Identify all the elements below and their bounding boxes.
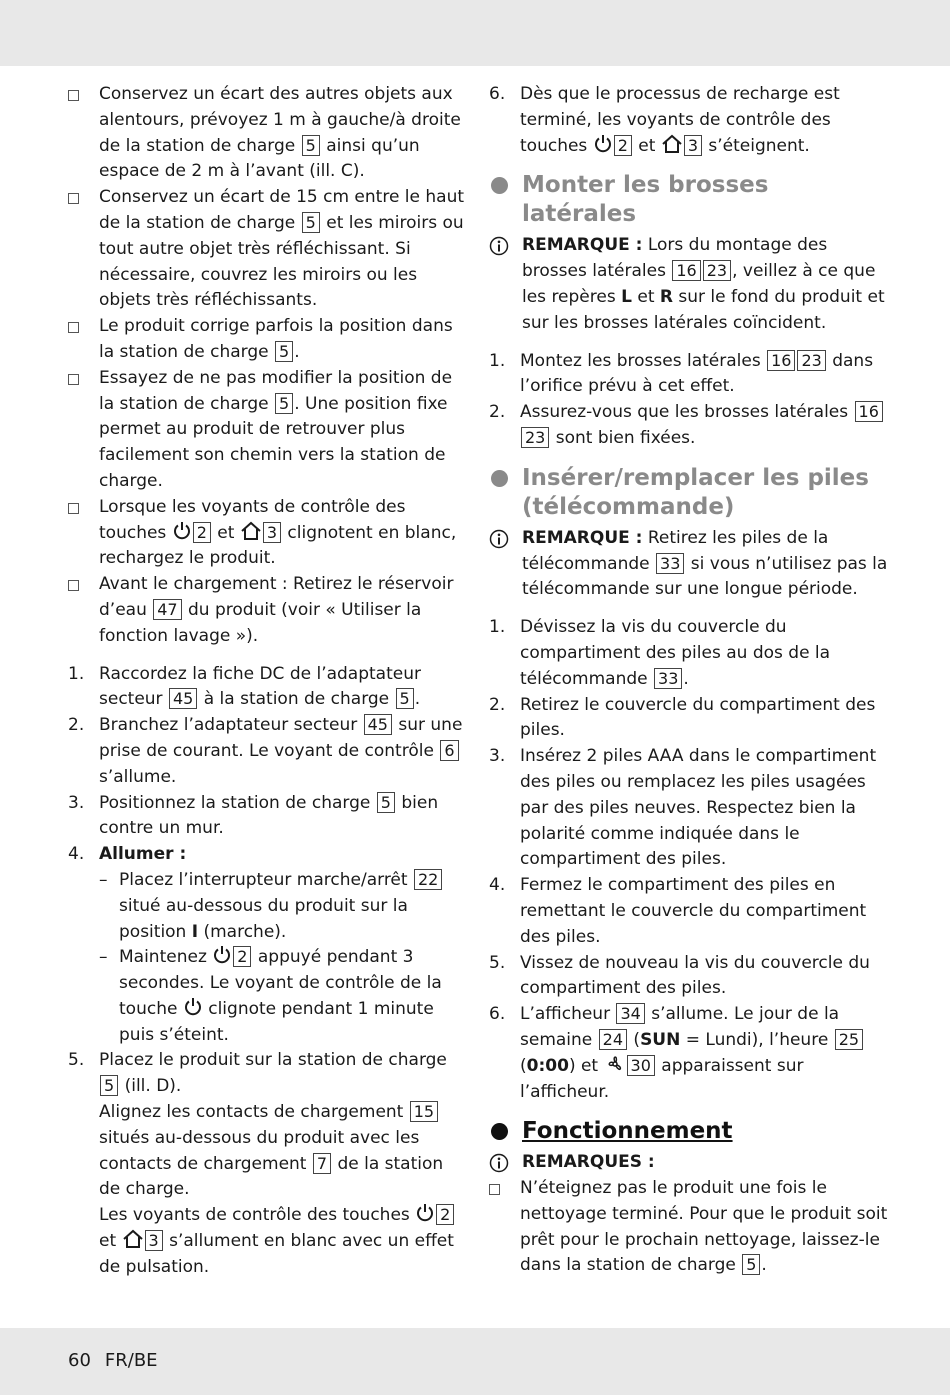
- step-item: 6. Dès que le processus de recharge est terminé, les voyants de contrôle des touches 2 et 3 s’éteignent.: [489, 84, 840, 156]
- list-item: N’éteignez pas le produit une fois le nettoyage terminé. Pour que le produit soit prêt pour le prochain nettoyage, laissez-le dans la station de charge 5 .: [489, 1176, 889, 1279]
- checkbox-bullet-icon: [68, 322, 79, 333]
- ref-number: 3: [684, 135, 702, 156]
- step-item: 2. Retirez le couvercle du compartiment des piles.: [489, 694, 876, 741]
- section-heading: Monter les brosses latérales: [489, 171, 889, 229]
- ref-number: 7: [313, 1153, 331, 1174]
- page-number: 60: [68, 1350, 91, 1371]
- ref-number: 34: [616, 1003, 644, 1024]
- step-item: 5. Placez le produit sur la station de charge 5 (ill. D). Alignez les contacts de chargement 15 situés au-dessous du produit avec les contacts de chargement 7 de la station de charge. Les voyants de contrôle des touches 2 et 3 s’allument en blanc avec un effet de pulsation.: [68, 1050, 454, 1277]
- power-icon: [593, 134, 613, 154]
- power-icon: [212, 945, 232, 965]
- checkbox-bullet-icon: [68, 90, 79, 101]
- ref-number: 5: [377, 792, 395, 813]
- ref-number: 6: [440, 740, 458, 761]
- ref-number: 2: [233, 946, 251, 967]
- step-item: 4. Allumer : – Placez l’interrupteur marche/arrêt 22 situé au-dessous du produit sur la position I (marche). – Maintenez 2 appuyé pendant 3 secondes. Le voyant de contrôle de la touche clignote pendant 1 minute puis s’éteint.: [68, 842, 466, 1048]
- list-item: Essayez de ne pas modifier la position de la station de charge 5 . Une position fixe permet au produit de retrouver plus facilement son chemin vers la station de charge.: [68, 366, 466, 495]
- section-heading: Insérer/remplacer les piles (télécommande): [489, 464, 889, 522]
- home-icon: [122, 1229, 144, 1249]
- ref-number: 23: [703, 260, 731, 281]
- ref-number: 23: [797, 350, 825, 371]
- language-code: FR/BE: [104, 1350, 158, 1371]
- ref-number: 24: [599, 1029, 627, 1050]
- ref-number: 30: [627, 1055, 655, 1076]
- step-item: 5. Vissez de nouveau la vis du couvercle du compartiment des piles.: [489, 952, 870, 999]
- ref-number: 2: [193, 522, 211, 543]
- step-item: 2. Assurez-vous que les brosses latérales 1623 sont bien fixées.: [489, 400, 889, 452]
- power-icon: [415, 1203, 435, 1223]
- home-icon: [661, 134, 683, 154]
- ref-number: 16: [767, 350, 795, 371]
- info-icon: [489, 236, 509, 256]
- ref-number: 33: [654, 668, 682, 689]
- ref-number: 2: [436, 1204, 454, 1225]
- ref-number: 16: [672, 260, 700, 281]
- list-item: Conservez un écart des autres objets aux alentours, prévoyez 1 m à gauche/à droite de la station de charge 5 ainsi qu’un espace de 2 m à l’avant (ill. C).: [68, 82, 466, 185]
- list-item: Conservez un écart de 15 cm entre le haut de la station de charge 5 et les miroirs ou tout autre objet très réfléchissant. Si nécessaire, couvrez les miroirs ou les objets très réfléchissants.: [68, 185, 466, 314]
- list-item: Avant le chargement : Retirez le réservoir d’eau 47 du produit (voir « Utiliser la fonction lavage »).: [68, 572, 466, 649]
- ref-number: 3: [263, 522, 281, 543]
- checkbox-bullet-icon: [489, 1184, 500, 1195]
- sub-item: – Placez l’interrupteur marche/arrêt 22 situé au-dessous du produit sur la position I (marche).: [99, 868, 466, 945]
- ref-number: 5: [396, 688, 414, 709]
- ref-number: 5: [302, 212, 320, 233]
- step-item: 2. Branchez l’adaptateur secteur 45 sur une prise de courant. Le voyant de contrôle 6 s’allume.: [68, 715, 463, 787]
- ref-number: 5: [275, 393, 293, 414]
- section-heading: Fonctionnement: [489, 1117, 889, 1146]
- step-item: 3. Positionnez la station de charge 5 bien contre un mur.: [68, 792, 439, 839]
- step-item: 6. L’afficheur 34 s’allume. Le jour de la semaine 24 (SUN = Lundi), l’heure 25 (0:00) et 30 apparaissent sur l’afficheur.: [489, 1002, 889, 1105]
- sub-item: – Maintenez 2 appuyé pendant 3 secondes. Le voyant de contrôle de la touche clignote pendant 1 minute puis s’éteint.: [99, 947, 442, 1045]
- bullet-dot-icon: [491, 1123, 508, 1140]
- ref-number: 5: [742, 1254, 760, 1275]
- fan-icon: [604, 1054, 626, 1074]
- ref-number: 47: [153, 599, 181, 620]
- bullet-dot-icon: [491, 177, 508, 194]
- ref-number: 45: [364, 714, 392, 735]
- checkbox-bullet-icon: [68, 374, 79, 385]
- note: REMARQUE : Retirez les piles de la télécommande 33 si vous n’utilisez pas la télécommande sur une longue période.: [489, 526, 889, 603]
- bullet-dot-icon: [491, 470, 508, 487]
- left-column: [68, 82, 466, 1281]
- ref-number: 25: [835, 1029, 863, 1050]
- home-icon: [240, 521, 262, 541]
- ref-number: 22: [414, 869, 442, 890]
- step-item: 1. Dévissez la vis du couvercle du compartiment des piles au dos de la télécommande 33 .: [489, 617, 831, 689]
- ref-number: 16: [855, 401, 883, 422]
- checkbox-bullet-icon: [68, 503, 79, 514]
- step-item: 3. Insérez 2 piles AAA dans le compartiment des piles ou remplacez les piles usagées par des piles neuves. Respectez bien la polarité comme indiquée dans le compartiment des piles.: [489, 746, 877, 870]
- step-item: 1. Montez les brosses latérales 16 23 dans l’orifice prévu à cet effet.: [489, 350, 874, 397]
- step-title: Allumer :: [99, 844, 187, 865]
- info-icon: [489, 1153, 509, 1173]
- list-item: Le produit corrige parfois la position dans la station de charge 5 .: [68, 314, 466, 366]
- page-footer: [68, 1350, 172, 1371]
- right-column: [489, 82, 889, 1279]
- list-item: Lorsque les voyants de contrôle des touches 2 et 3 clignotent en blanc, rechargez le produit.: [68, 495, 466, 572]
- checkbox-bullet-icon: [68, 193, 79, 204]
- power-icon: [172, 521, 192, 541]
- ref-number: 5: [275, 341, 293, 362]
- ref-number: 3: [145, 1230, 163, 1251]
- checkbox-bullet-icon: [68, 580, 79, 591]
- ref-number: 5: [302, 135, 320, 156]
- ref-number: 5: [100, 1075, 118, 1096]
- ref-number: 15: [410, 1101, 438, 1122]
- note: REMARQUES :: [489, 1150, 889, 1176]
- note: REMARQUE : Lors du montage des brosses latérales 16 23 , veillez à ce que les repères L et R sur le fond du produit et sur les brosses latérales coïncident.: [489, 233, 889, 336]
- ref-number: 2: [614, 135, 632, 156]
- top-band: [0, 0, 950, 66]
- step-item: 4. Fermez le compartiment des piles en remettant le couvercle du compartiment des piles.: [489, 875, 867, 947]
- step-item: 1. Raccordez la fiche DC de l’adaptateur secteur 45 à la station de charge 5 .: [68, 663, 421, 710]
- power-icon: [183, 997, 203, 1017]
- info-icon: [489, 529, 509, 549]
- ref-number: 23: [521, 427, 549, 448]
- ref-number: 45: [169, 688, 197, 709]
- ref-number: 33: [656, 553, 684, 574]
